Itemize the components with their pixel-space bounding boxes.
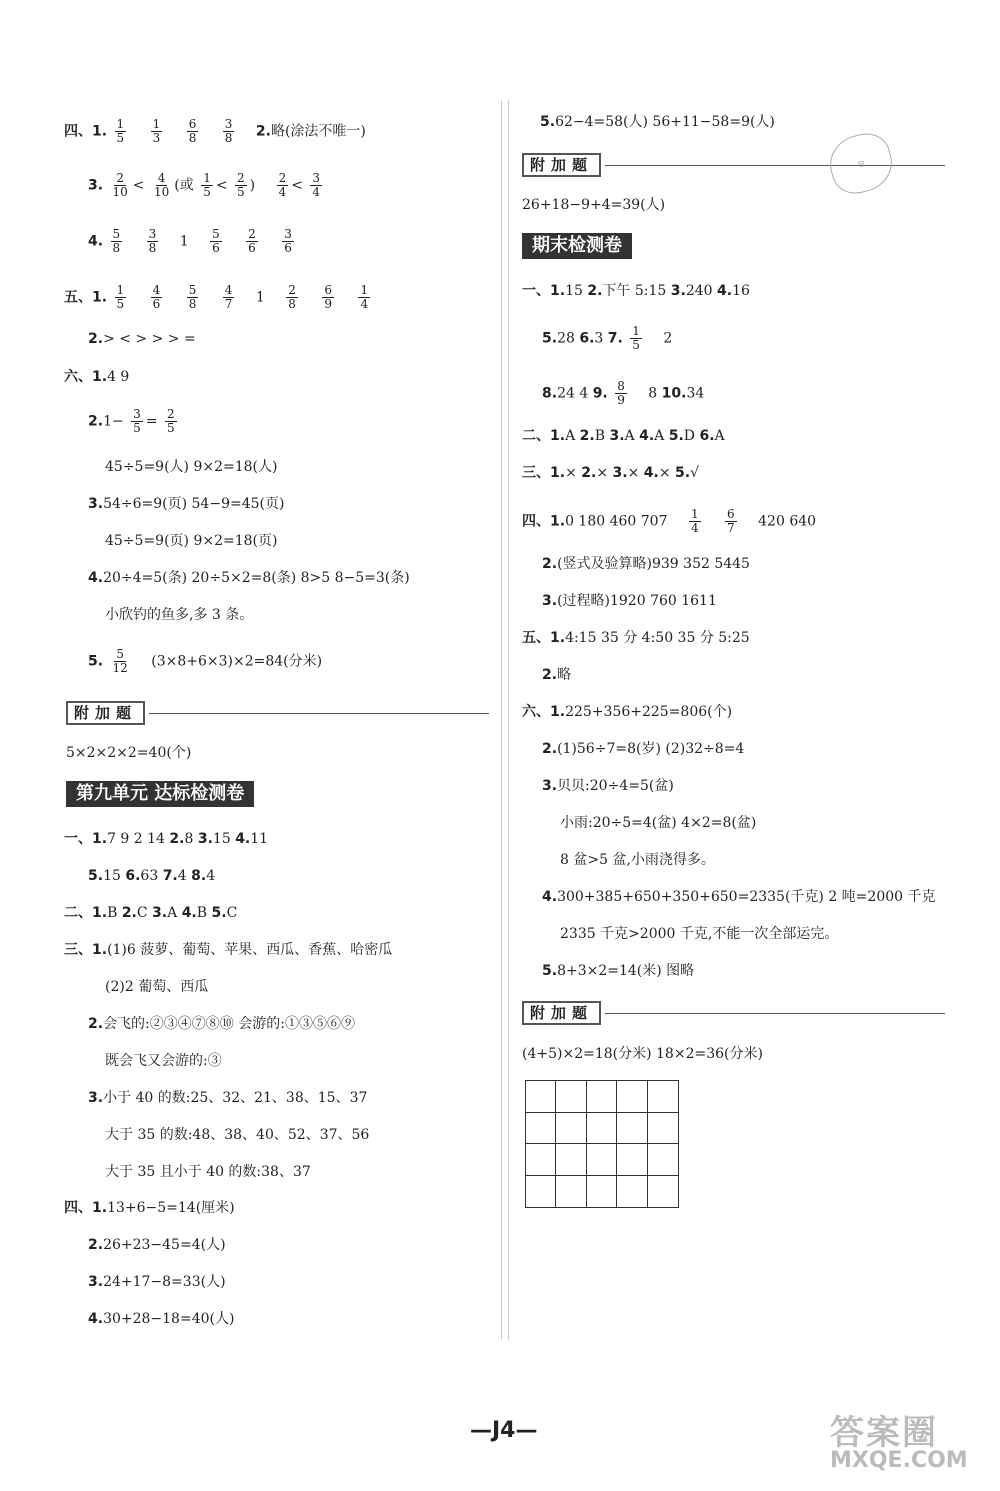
- answer-line: 45÷5=9(人) 9×2=18(人): [105, 459, 278, 475]
- fraction: $\frac{1}{3}$: [152, 117, 161, 145]
- column-divider: [508, 100, 509, 1340]
- answer-line: 2.(1)56÷7=8(岁) (2)32÷8=4: [542, 741, 745, 757]
- answer-line: 二、1.B 2.C 3.A 4.B 5.C: [64, 905, 238, 921]
- answer-line: 三、1.(1)6 菠萝、葡萄、苹果、西瓜、香蕉、哈密瓜: [64, 942, 393, 958]
- fraction: $\frac{3}{8}$: [148, 227, 157, 255]
- section-rule: [605, 1013, 945, 1014]
- answer-line: 2.(竖式及验算略)939 352 5445: [542, 556, 750, 572]
- watermark-logo: 答案圈: [830, 1413, 938, 1453]
- answer-line: 3.贝贝:20÷4=5(盆): [542, 778, 674, 794]
- answer-line: 四、1. $\frac{1}{5}$ $\frac{1}{3}$ $\frac{6}{8}$ $\frac{3}{8}$ 2.略(涂法不唯一): [64, 117, 366, 145]
- answer-line: 4.30+28−18=40(人): [88, 1311, 235, 1327]
- answer-line: 4.20÷4=5(条) 20÷5×2=8(条) 8>5 8−5=3(条): [88, 570, 410, 586]
- answer-line: 三、1.× 2.× 3.× 4.× 5.√: [522, 465, 699, 481]
- fraction: $\frac{3}{8}$: [224, 117, 233, 145]
- answer-line: 3.24+17−8=33(人): [88, 1274, 226, 1290]
- fraction: $\frac{3}{6}$: [284, 227, 292, 255]
- answer-line: 2335 千克>2000 千克,不能一次全部运完。: [560, 926, 839, 942]
- answer-line: 二、1.A 2.B 3.A 4.A 5.D 6.A: [522, 428, 725, 444]
- fraction: $\frac{4}{10}$: [153, 171, 170, 199]
- answer-line: 5.62−4=58(人) 56+11−58=9(人): [540, 114, 775, 130]
- section-rule: [149, 713, 489, 714]
- answer-line: 45÷5=9(页) 9×2=18(页): [105, 533, 278, 549]
- answer-line: 5.8+3×2=14(米) 图略: [542, 963, 695, 979]
- answer-line: 小雨:20÷5=4(盆) 4×2=8(盆): [560, 815, 757, 831]
- answer-line: 4. $\frac{5}{8}$ $\frac{3}{8}$ 1 $\frac{5}{6}$ $\frac{2}{6}$ $\frac{3}{6}$: [88, 227, 292, 255]
- fraction: $\frac{2}{5}$: [237, 171, 245, 199]
- answer-line: 2.> < > > > =: [88, 331, 196, 347]
- answer-line: 2.略: [542, 667, 572, 683]
- answer-line: 4.300+385+650+350+650=2335(千克) 2 吨=2000 千克: [542, 889, 936, 905]
- answer-line: 3.小于 40 的数:25、32、21、38、15、37: [88, 1090, 368, 1106]
- answer-line: 四、1.0 180 460 707 $\frac{1}{4}$ $\frac{6}{7}$ 420 640: [522, 507, 817, 535]
- watermark-url: MXQE.COM: [830, 1448, 968, 1473]
- fraction: $\frac{5}{8}$: [188, 283, 197, 311]
- fraction: $\frac{1}{5}$: [116, 283, 125, 311]
- answer-line: 大于 35 的数:48、38、40、52、37、56: [105, 1127, 370, 1143]
- fraction: $\frac{4}{6}$: [152, 283, 161, 311]
- fraction: $\frac{1}{5}$: [203, 171, 211, 199]
- answer-line: 六、1.225+356+225=806(个): [522, 704, 733, 720]
- stamp-seal: ◎: [824, 128, 899, 199]
- answer-line: 8.24 4 9. $\frac{8}{9}$ 8 10.34: [542, 379, 705, 407]
- fraction: $\frac{1}{4}$: [360, 283, 369, 311]
- fraction: $\frac{5}{6}$: [212, 227, 220, 255]
- answer-line: 3.54÷6=9(页) 54−9=45(页): [88, 496, 285, 512]
- fraction: $\frac{2}{8}$: [288, 283, 296, 311]
- fraction: $\frac{2}{5}$: [166, 407, 175, 435]
- answer-line: (2)2 葡萄、西瓜: [105, 979, 209, 995]
- answer-line: 5.28 6.3 7. $\frac{1}{5}$ 2: [542, 324, 673, 352]
- answer-line: 四、1.13+6−5=14(厘米): [64, 1200, 235, 1216]
- column-divider: [501, 100, 502, 1340]
- answer-line: 8 盆>5 盆,小雨浇得多。: [560, 852, 715, 868]
- fraction: $\frac{2}{4}$: [278, 171, 287, 199]
- answer-line: 5×2×2×2=40(个): [66, 745, 192, 761]
- fraction: $\frac{6}{7}$: [727, 507, 735, 535]
- answer-line: 2.26+23−45=4(人): [88, 1237, 226, 1253]
- section-banner: 期末检测卷: [522, 233, 632, 259]
- answer-line: 六、1.4 9: [64, 369, 130, 385]
- answer-line: 五、1. $\frac{1}{5}$ $\frac{4}{6}$ $\frac{5}{8}$ $\frac{4}{7}$ 1 $\frac{2}{8}$ $\frac{6}{9}$ $\frac{1}{4}$: [64, 283, 369, 311]
- fraction: $\frac{3}{5}$: [133, 407, 141, 435]
- answer-line: 3. $\frac{2}{10}$ < $\frac{4}{10}$ (或 $\frac{1}{5}$ < $\frac{2}{5}$ ) $\frac{2}{4}$ < $\frac{3}{4}$: [88, 171, 321, 199]
- answer-line: 大于 35 且小于 40 的数:38、37: [105, 1164, 311, 1180]
- fraction: $\frac{2}{10}$: [112, 171, 128, 199]
- answer-line: 2.1− $\frac{3}{5}$ = $\frac{2}{5}$: [88, 407, 175, 435]
- section-banner: 第九单元 达标检测卷: [66, 781, 254, 807]
- answer-line: 26+18−9+4=39(人): [522, 197, 666, 213]
- page-number: —J4—: [470, 1418, 538, 1443]
- fraction: $\frac{1}{5}$: [116, 117, 125, 145]
- fraction: $\frac{2}{6}$: [248, 227, 256, 255]
- answer-line: 五、1.4:15 35 分 4:50 35 分 5:25: [522, 630, 750, 646]
- answer-line: 既会飞又会游的:③: [105, 1053, 222, 1069]
- section-rule: [605, 165, 945, 166]
- fraction: $\frac{4}{7}$: [224, 283, 233, 311]
- fraction: $\frac{6}{9}$: [324, 283, 332, 311]
- answer-line: 一、1.15 2.下午 5:15 3.240 4.16: [522, 283, 750, 299]
- fraction: $\frac{6}{8}$: [188, 117, 197, 145]
- fraction: $\frac{5}{8}$: [112, 227, 121, 255]
- extra-section-header: [522, 1000, 945, 1026]
- answer-line: (4+5)×2=18(分米) 18×2=36(分米): [522, 1046, 763, 1062]
- fraction: $\frac{1}{5}$: [632, 324, 640, 352]
- answer-line: 5.15 6.63 7.4 8.4: [88, 868, 216, 884]
- section-title: 附加题: [522, 1001, 601, 1025]
- answer-line: 一、1.7 9 2 14 2.8 3.15 4.11: [64, 831, 269, 847]
- answer-line: 2.会飞的:②③④⑦⑧⑩ 会游的:①③⑤⑥⑨: [88, 1016, 355, 1032]
- fraction: $\frac{3}{4}$: [312, 171, 321, 199]
- answer-line: 3.(过程略)1920 760 1611: [542, 593, 717, 609]
- square-grid-figure: [525, 1080, 679, 1208]
- extra-section-header: [66, 700, 489, 726]
- answer-line: 5. $\frac{5}{12}$ (3×8+6×3)×2=84(分米): [88, 647, 323, 675]
- section-title: 附加题: [66, 701, 145, 725]
- fraction: $\frac{5}{12}$: [112, 647, 128, 675]
- section-title: 附加题: [522, 153, 601, 177]
- fraction: $\frac{8}{9}$: [617, 379, 625, 407]
- answer-line: 小欣钓的鱼多,多 3 条。: [105, 607, 254, 623]
- fraction: $\frac{1}{4}$: [690, 507, 699, 535]
